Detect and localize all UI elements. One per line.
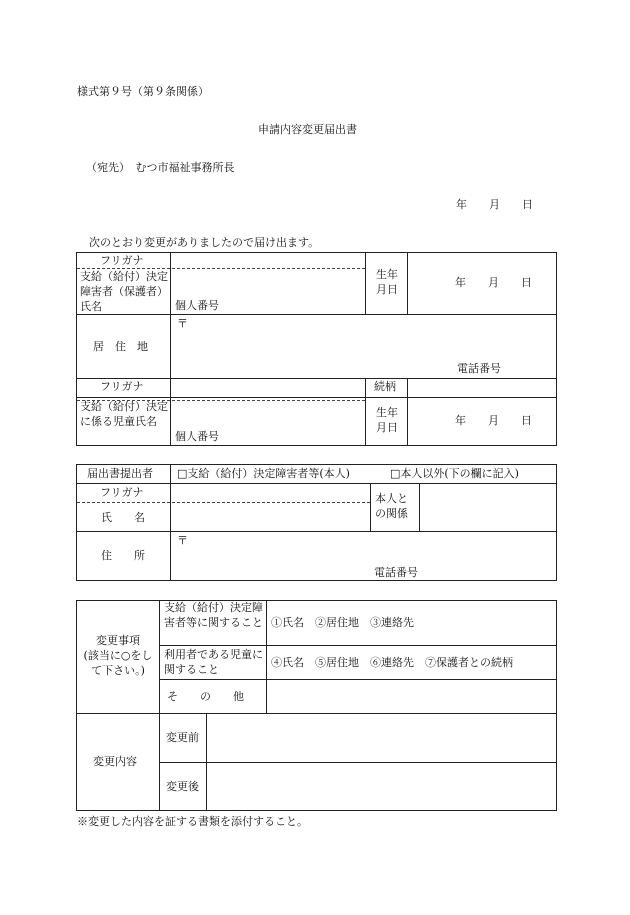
- submitter-furigana-label: フリガナ: [100, 486, 144, 499]
- my-number-label-1: 個人番号: [175, 299, 219, 312]
- postal-mark-2: 〒: [177, 534, 188, 547]
- submitter-label: 届出書提出者: [87, 467, 153, 480]
- birth-date-label-1: 生年月日: [376, 268, 398, 296]
- applicant-name-label: 支給（給付）決定障害者（保護者）氏名: [80, 270, 168, 313]
- residence-label: 居 住 地: [93, 340, 148, 353]
- submitter-phone-label: 電話番号: [374, 566, 418, 579]
- submission-date: 年 月 日: [456, 198, 533, 211]
- submitter-address-label: 住 所: [101, 549, 145, 562]
- change-row1-options[interactable]: ①氏名 ②居住地 ③連絡先: [271, 616, 414, 629]
- birth-date-value-1: 年 月 日: [455, 276, 532, 289]
- furigana-label-2: フリガナ: [100, 380, 144, 393]
- postal-mark-1: 〒: [177, 317, 188, 330]
- change-row2-label: 利用者である児童に関すること: [164, 648, 263, 676]
- submitter-option-self[interactable]: □支給（給付）決定障害者等(本人): [177, 467, 350, 480]
- my-number-label-2: 個人番号: [175, 430, 219, 443]
- relation-label: 続柄: [374, 380, 396, 393]
- change-row2-options[interactable]: ④氏名 ⑤居住地 ⑥連絡先 ⑦保護者との続柄: [271, 656, 513, 669]
- form-number: 様式第９号（第９条関係）: [77, 85, 209, 98]
- change-row1-label: 支給（給付）決定障害者等に関すること: [164, 601, 263, 629]
- birth-date-label-2: 生年月日: [376, 406, 398, 434]
- intro-text: 次のとおり変更がありましたので届け出ます。: [89, 236, 320, 249]
- submitter-option-other[interactable]: □本人以外(下の欄に記入): [390, 467, 519, 480]
- phone-label-1: 電話番号: [457, 362, 501, 375]
- submitter-relation-label: 本人との関係: [375, 492, 408, 520]
- birth-date-value-2: 年 月 日: [455, 414, 532, 427]
- form-title: 申請内容変更届出書: [258, 123, 357, 136]
- footer-note: ※変更した内容を証する書類を添付すること。: [77, 815, 308, 828]
- submitter-name-label: 氏 名: [101, 511, 145, 524]
- change-content-label: 変更内容: [93, 755, 137, 768]
- after-label: 変更後: [166, 780, 199, 793]
- before-label: 変更前: [166, 731, 199, 744]
- child-name-label: 支給（給付）決定に係る児童氏名: [80, 400, 168, 428]
- change-items-label: 変更事項 (該当に○をして下さい。): [83, 634, 153, 677]
- addressee: （宛先） むつ市福祉事務所長: [86, 161, 235, 174]
- change-row3-label: そ の 他: [167, 690, 244, 703]
- furigana-label-1: フリガナ: [100, 254, 144, 267]
